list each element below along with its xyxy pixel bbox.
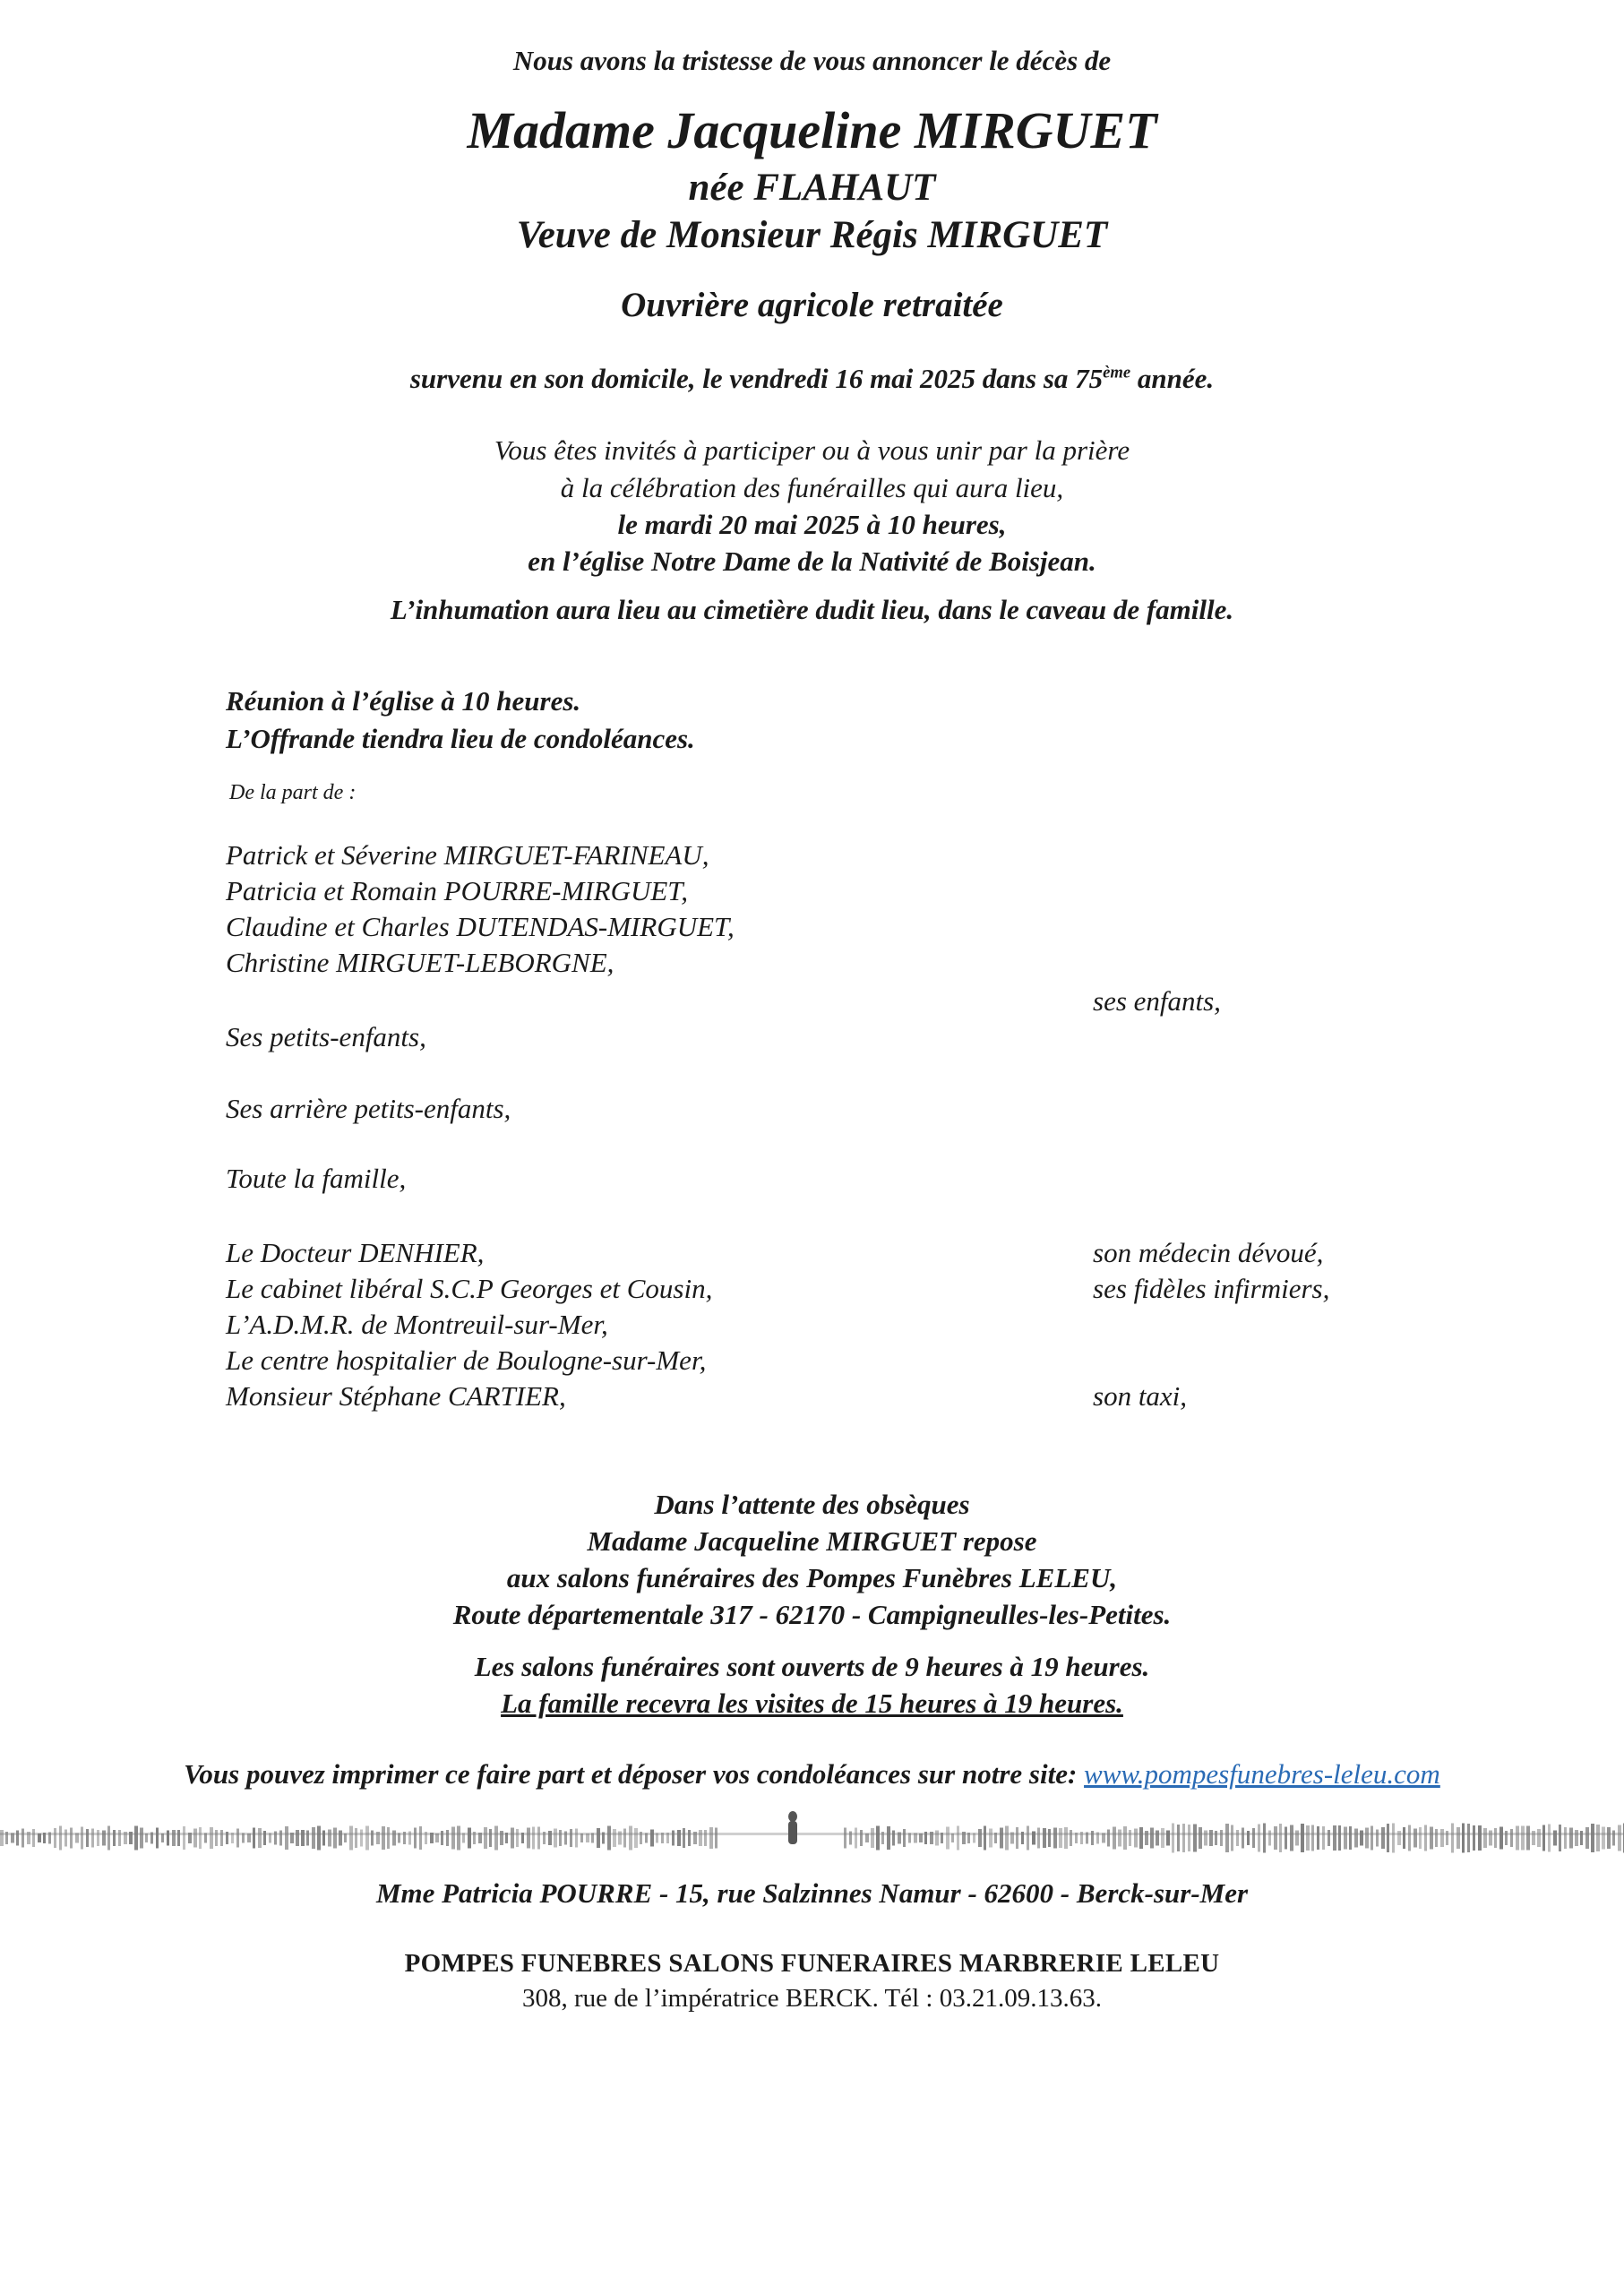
caregiver-4: Le centre hospitalier de Boulogne-sur-Mer, (226, 1344, 707, 1376)
offering-notice: L’Offrande tiendra lieu de condoléances. (226, 723, 695, 754)
caregiver-2: Le cabinet libéral S.C.P Georges et Cousin, (226, 1273, 713, 1304)
repose-line-2: Madame Jacqueline MIRGUET repose (587, 1525, 1037, 1557)
company-address: 308, rue de l’impératrice BERCK. Tél : 03.21.09.13.63. (521, 1984, 1102, 2013)
widow-of: Veuve de Monsieur Régis MIRGUET (516, 214, 1108, 256)
burial-notice: L’inhumation aura lieu au cimetière dudit lieu, dans le caveau de famille. (390, 594, 1234, 625)
invitation-line-3: le mardi 20 mai 2025 à 10 heures, (617, 509, 1007, 540)
website-link[interactable]: www.pompesfunebres-leleu.com (1084, 1758, 1440, 1790)
role-nurses: ses fidèles infirmiers, (1093, 1273, 1330, 1304)
caregiver-1: Le Docteur DENHIER, (226, 1237, 485, 1268)
caregiver-3: L’A.D.M.R. de Montreuil-sur-Mer, (226, 1309, 608, 1340)
child-1: Patrick et Séverine MIRGUET-FARINEAU, (226, 839, 709, 871)
children-role: ses enfants, (1093, 985, 1221, 1017)
great-grandchildren: Ses arrière petits-enfants, (226, 1093, 511, 1124)
maiden-name: née FLAHAUT (688, 167, 936, 209)
invitation-line-1: Vous êtes invités à participer ou à vous unir par la prière (494, 434, 1130, 466)
repose-line-3: aux salons funéraires des Pompes Funèbres LELEU, (506, 1562, 1118, 1593)
opening-hours: Les salons funéraires sont ouverts de 9 heures à 19 heures. (474, 1651, 1150, 1682)
death-line-before: survenu en son domicile, le vendredi 16 mai 2025 dans sa 75 (409, 363, 1104, 394)
band-posts (0, 1824, 1624, 1853)
walker-figure (788, 1811, 797, 1844)
decorative-beach-band (0, 1808, 1624, 1861)
invitation-line-2: à la célébration des funérailles qui aura lieu, (560, 472, 1064, 503)
print-notice (0, 1758, 1624, 1791)
death-line (0, 363, 1624, 395)
repose-line-4: Route départementale 317 - 62170 - Campigneulles-les-Petites. (452, 1599, 1172, 1630)
deceased-name: Madame Jacqueline MIRGUET (467, 101, 1157, 159)
child-4: Christine MIRGUET-LEBORGNE, (226, 947, 614, 978)
invitation-line-4: en l’église Notre Dame de la Nativité de Boisjean. (528, 545, 1096, 577)
announce-intro: Nous avons la tristesse de vous annoncer le décès de (512, 45, 1112, 76)
occupation: Ouvrière agricole retraitée (621, 286, 1003, 324)
from-label: De la part de : (229, 781, 357, 804)
visit-hours-text: La famille recevra les visites de 15 heures à 19 heures. (501, 1688, 1123, 1719)
whole-family: Toute la famille, (226, 1163, 407, 1194)
meeting-notice: Réunion à l’église à 10 heures. (226, 685, 581, 717)
repose-line-1: Dans l’attente des obsèques (654, 1489, 970, 1520)
death-line-after: année. (1130, 363, 1215, 394)
role-taxi: son taxi, (1093, 1380, 1188, 1412)
print-notice-text: Vous pouvez imprimer ce faire part et déposer vos condoléances sur notre site: (184, 1758, 1085, 1790)
company-name: POMPES FUNEBRES SALONS FUNERAIRES MARBRERIE LELEU (404, 1949, 1220, 1978)
contact-address: Mme Patricia POURRE - 15, rue Salzinnes Namur - 62600 - Berck-sur-Mer (375, 1877, 1249, 1909)
role-doctor: son médecin dévoué, (1093, 1237, 1324, 1268)
grandchildren: Ses petits-enfants, (226, 1021, 426, 1052)
child-2: Patricia et Romain POURRE-MIRGUET, (226, 875, 688, 906)
caregiver-5: Monsieur Stéphane CARTIER, (226, 1380, 566, 1412)
visit-hours (0, 1688, 1624, 1720)
child-3: Claudine et Charles DUTENDAS-MIRGUET, (226, 911, 735, 942)
death-line-sup: ème (1103, 363, 1131, 382)
